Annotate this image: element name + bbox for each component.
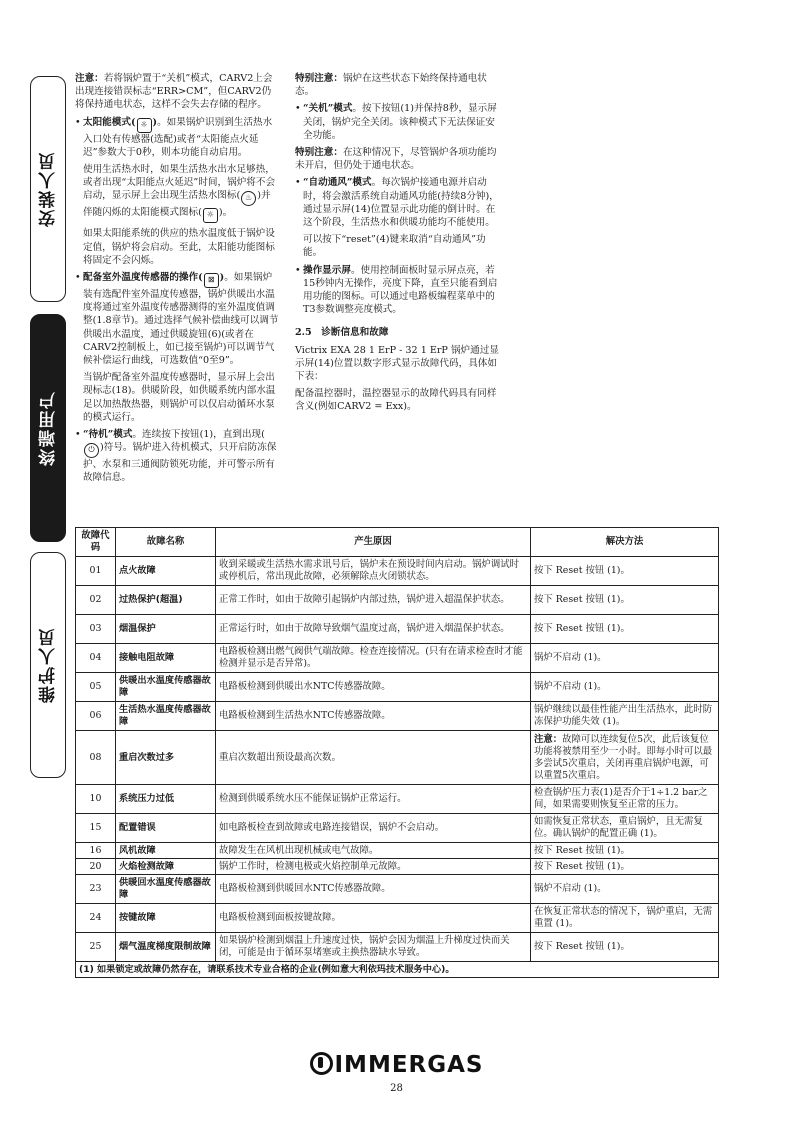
logo-mark-icon: [310, 1052, 333, 1075]
table-row: [76, 933, 719, 962]
left-column: [75, 72, 280, 489]
fault-solution: 按下 Reset 按钮 (1)。: [531, 933, 719, 962]
standby-title: “待机”模式: [83, 429, 133, 441]
fault-solution: 如需恢复正常状态，重启锅炉，且无需复位。确认锅炉的配置正确 (1)。: [531, 814, 719, 843]
fault-solution: 检查锅炉压力表(1)是否介于1÷1.2 bar之间，如果需要则恢复至正常的压力。: [531, 785, 719, 814]
fault-cause: 如电路板检查到故障或电路连接错误，锅炉不会启动。: [216, 814, 531, 843]
table-row: [76, 586, 719, 615]
table-row: [76, 843, 719, 859]
fault-code: 23: [76, 875, 116, 904]
solar-text2b: 并伴随闪烁的太阳能模式图标: [83, 190, 271, 219]
fault-name: 烟温保护: [116, 615, 216, 644]
outdoor-sensor-icon: ⊠: [204, 273, 219, 288]
fault-name: 过热保护(超温): [116, 586, 216, 615]
table-row: [76, 859, 719, 875]
header-code: 故障代码: [76, 528, 116, 557]
fault-code: 01: [76, 557, 116, 586]
fault-cause: 故障发生在风机出现机械或电气故障。: [216, 843, 531, 859]
fault-solution: 锅炉不启动 (1)。: [531, 644, 719, 673]
solar-text2: 使用生活热水时，如果生活热水出水足够热，或者出现“太阳能点火延迟”时间，锅炉将不会启动，显示屏上会出现生活热水图标: [83, 164, 276, 202]
table-row: [76, 875, 719, 904]
warning2-label: 特别注意：: [295, 147, 343, 159]
section-title: 2.5 诊断信息和故障: [295, 327, 389, 339]
standby-text-b: )符号。锅炉进入待机模式，只开启防冻保护、水泵和三通阀防锁死功能，并可警示所有故障信息。: [83, 442, 277, 484]
table-row: [76, 557, 719, 586]
table-header-row: [76, 528, 719, 557]
fault-cause: 电路板检测到供暖回水NTC传感器故障。: [216, 875, 531, 904]
table-row: [76, 904, 719, 933]
fault-solution: 按下 Reset 按钮 (1)。: [531, 843, 719, 859]
solar-text2c: 。: [222, 207, 233, 219]
off-mode-item: [295, 102, 500, 142]
vent-title: “自动通风”模式: [303, 177, 372, 189]
fault-cause: 检测到供暖系统水压不能保证锅炉正常运行。: [216, 785, 531, 814]
tab-end-user[interactable]: [30, 314, 66, 542]
display-text: 。使用控制面板时显示屏点亮，若15秒钟内无操作，亮度下降，直至只能看到启用功能的图标。可以通过电路板编程菜单中的T3参数调整亮度模式。: [303, 264, 498, 316]
standby-text-a: 。连续按下按钮(1)，直到出现(: [132, 429, 265, 441]
fault-solution: 按下 Reset 按钮 (1)。: [531, 586, 719, 615]
table-row: [76, 814, 719, 843]
fault-cause: 正常运行时，如由于故障导致烟气温度过高，锅炉进入烟温保护状态。: [216, 615, 531, 644]
standby-item: [75, 428, 280, 485]
immergas-logo: [0, 1052, 793, 1078]
fault-solution: 按下 Reset 按钮 (1)。: [531, 859, 719, 875]
solar-mode-item: • 太阳能模式( ☼ )。如果锅炉识别到生活热水入口处有传感器(选配)或者“太阳能点火延迟”参数大于0秒，则本功能自动启用。 使用生活热水时，如果生活热水出水足够热，或者出现“太阳能点火延迟”时间，锅炉将不会启动，显示屏上会出现生活热水图标( ♨ )并伴随闪烁的太阳能模式图标( ☼ )。 如果太阳能系统的供应的热水温度低于锅炉设定值，锅炉将会启动。至此，太阳能功能图标将固定不会闪烁。: [75, 116, 280, 267]
table-row: [76, 785, 719, 814]
ext-title: 配备室外温度传感器的操作: [83, 272, 199, 284]
fault-solution: 锅炉继续以最佳性能产出生活热水，此时防冻保护功能失效 (1)。: [531, 702, 719, 731]
fault-cause: 电路板检测出燃气阀供气端故障。检查连接情况。(只有在请求检查时才能检测并显示是否异常)。: [216, 644, 531, 673]
fault-code: 05: [76, 673, 116, 702]
solar-text1: 。如果锅炉识别到生活热水入口处有传感器(选配)或者“太阳能点火延迟”参数大于0秒，则本功能自动启用。: [83, 116, 273, 158]
fault-name: 按键故障: [116, 904, 216, 933]
fault-code-table: [75, 527, 719, 978]
ext-text1: 。如果锅炉装有选配件室外温度传感器，锅炉供暖出水温度将通过室外温度传感器测得的室外温度值调整(1.8章节)。通过选择气候补偿曲线可以调节供暖出水温度，通过供暖旋钮(6)(或者在CARV2控制板上，如已接至锅炉)可以调节气候补偿运行曲线，可选数值“0至9”。: [83, 272, 279, 367]
fault-cause: 收到采暖或生活热水需求讯号后，锅炉未在预设时间内启动。锅炉调试时或停机后，常出现此故障，必须解除点火闭锁状态。: [216, 557, 531, 586]
warning-text: 锅炉在这些状态下始终保持通电状态。: [295, 73, 487, 98]
table-row: [76, 673, 719, 702]
fault-name: 系统压力过低: [116, 785, 216, 814]
logo-text: IMMERGAS: [334, 1052, 484, 1078]
header-solution: 解决方法: [531, 528, 719, 557]
warning-label: 特别注意：: [295, 73, 343, 84]
fault-code: 16: [76, 843, 116, 859]
solar-text3: 如果太阳能系统的供应的热水温度低于锅炉设定值，锅炉将会启动。至此，太阳能功能图标将固定不会闪烁。: [83, 228, 275, 266]
section-text2: 配备温控器时，温控器显示的故障代码具有同样含义(例如CARV2 = Exx)。: [295, 388, 497, 413]
table-footnote: (1) 如果锁定或故障仍然存在，请联系技术专业合格的企业(例如意大利依玛技术服务中心)。: [76, 962, 719, 978]
fault-cause: 重启次数超出预设最高次数。: [216, 731, 531, 785]
fault-cause: 电路板检测到面板按键故障。: [216, 904, 531, 933]
table-row: [76, 702, 719, 731]
solar-icon-2: ☼: [203, 208, 218, 223]
right-column: [295, 72, 500, 418]
fault-name: 火焰检测故障: [116, 859, 216, 875]
fault-name: 配置错误: [116, 814, 216, 843]
fault-name: 生活热水温度传感器故障: [116, 702, 216, 731]
auto-vent-item: [295, 176, 500, 259]
fault-code: 20: [76, 859, 116, 875]
fault-cause: 正常工作时，如由于故障引起锅炉内部过热，锅炉进入超温保护状态。: [216, 586, 531, 615]
off-title: “关机”模式: [303, 103, 353, 115]
fault-name: 风机故障: [116, 843, 216, 859]
header-cause: 产生原因: [216, 528, 531, 557]
fault-name: 点火故障: [116, 557, 216, 586]
fault-solution: 锅炉不启动 (1)。: [531, 875, 719, 904]
table-row: [76, 731, 719, 785]
fault-name: 重启次数过多: [116, 731, 216, 785]
display-title: 操作显示屏: [303, 264, 351, 276]
tab-end-user-label: 终端用户: [38, 390, 59, 466]
fault-name: 接触电阻故障: [116, 644, 216, 673]
fault-code: 02: [76, 586, 116, 615]
page-number: 28: [390, 1083, 403, 1094]
solution-note-text: 故障可以连续复位5次，此后该复位功能将被禁用至少一小时。即每小时可以最多尝试5次重启，关闭再重启锅炉电源，可以重置5次重启。: [534, 733, 713, 781]
fault-solution: [531, 731, 719, 785]
fault-code: 25: [76, 933, 116, 962]
tab-installer[interactable]: [30, 76, 66, 302]
tab-installer-label: 安装人员: [38, 151, 59, 227]
note-label: 注意：: [75, 73, 104, 84]
fault-solution: 在恢复正常状态的情况下，锅炉重启，无需重置 (1)。: [531, 904, 719, 933]
fault-cause: 电路板检测到生活热水NTC传感器故障。: [216, 702, 531, 731]
solar-title: 太阳能模式: [83, 116, 131, 128]
fault-cause: 电路板检测到供暖出水NTC传感器故障。: [216, 673, 531, 702]
fault-code: 24: [76, 904, 116, 933]
fault-cause: 如果锅炉检测到烟温上升速度过快，锅炉会因为烟温上升梯度过快而关闭，可能是由于循环泵堵塞或主换热器缺水导致。: [216, 933, 531, 962]
note-paragraph: [75, 72, 280, 112]
external-sensor-item: • 配备室外温度传感器的操作( ⊠ )。如果锅炉装有选配件室外温度传感器，锅炉供暖出水温度将通过室外温度传感器测得的室外温度值调整(1.8章节)。通过选择气候补偿曲线可以调节供暖出水温度，通过供暖旋钮(6)(或者在CARV2控制板上，如已接至锅炉)可以调节气候补偿运行曲线，可选数值“0至9”。 当锅炉配备室外温度传感器时，显示屏上会出现标志(18)。供暖阶段，如供暖系统内部水温足以加热散热器，则锅炉可以仅启动循环水泵的模式运行。: [75, 271, 280, 424]
table-footnote-row: [76, 962, 719, 978]
header-name: 故障名称: [116, 528, 216, 557]
fault-name: 供暖出水温度传感器故障: [116, 673, 216, 702]
tab-maintenance[interactable]: [30, 552, 66, 778]
off-text: 。按下按钮(1)并保持8秒，显示屏关闭，锅炉完全关闭。该种模式下无法保证安全功能。: [303, 103, 497, 141]
display-item: [295, 264, 500, 317]
fault-code: 15: [76, 814, 116, 843]
fault-code: 06: [76, 702, 116, 731]
solar-icon: ☼: [137, 118, 152, 133]
ext-text2: 当锅炉配备室外温度传感器时，显示屏上会出现标志(18)。供暖阶段，如供暖系统内部水温足以加热散热器，则锅炉可以仅启动循环水泵的模式运行。: [83, 372, 276, 423]
warning2-text: 在这种情况下，尽管锅炉各项功能均未开启，但仍处于通电状态。: [295, 147, 497, 172]
tap-icon: ♨: [241, 191, 256, 206]
section-text1: Victrix EXA 28 1 ErP - 32 1 ErP 锅炉通过显示屏(14)位置以数字形式显示故障代码，具体如下表：: [295, 344, 499, 383]
fault-code: 03: [76, 615, 116, 644]
power-icon: ⏻: [84, 443, 99, 458]
tab-maintenance-label: 维护人员: [38, 627, 59, 703]
vent-text2: 可以按下“reset”(4)键来取消“自动通风”功能。: [303, 234, 486, 259]
fault-code: 08: [76, 731, 116, 785]
fault-solution: 按下 Reset 按钮 (1)。: [531, 557, 719, 586]
table-row: [76, 644, 719, 673]
solution-note-label: 注意：: [534, 733, 563, 745]
fault-solution: 按下 Reset 按钮 (1)。: [531, 615, 719, 644]
note-text: 若将锅炉置于“关机”模式，CARV2上会出现连接错误标志“ERR>CM”，但CARV2仍将保持通电状态，这样不会失去存储的程序。: [75, 73, 273, 111]
table-row: [76, 615, 719, 644]
fault-code: 04: [76, 644, 116, 673]
fault-code: 10: [76, 785, 116, 814]
fault-cause: 锅炉工作时，检测电极或火焰控制单元故障。: [216, 859, 531, 875]
fault-name: 烟气温度梯度限制故障: [116, 933, 216, 962]
fault-solution: 锅炉不启动 (1)。: [531, 673, 719, 702]
vent-text1: 。每次锅炉接通电源并启动时，将会激活系统自动通风功能(持续8分钟)，通过显示屏(14)位置显示此功能的倒计时。在这个阶段，生活热水和供暖功能均不能使用。: [303, 177, 499, 229]
fault-name: 供暖回水温度传感器故障: [116, 875, 216, 904]
